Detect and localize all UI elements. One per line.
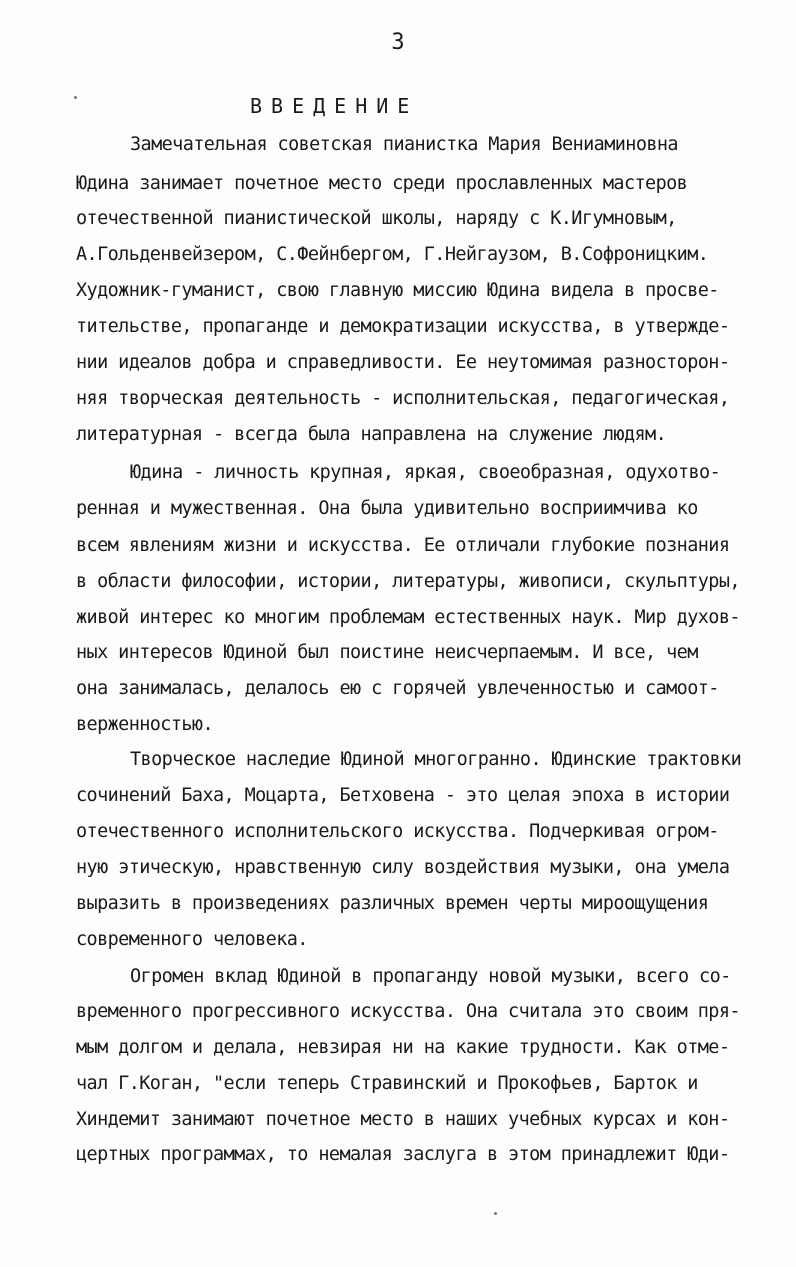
text-line: Юдина занимает почетное место среди прославленных мастеров <box>76 173 688 194</box>
text-line: цертных программах, то немалая заслуга в этом принадлежит Юди- <box>76 1144 730 1165</box>
text-line: Творческое наследие Юдиной многогранно. Юдинские трактовки <box>130 749 742 770</box>
text-line: чал Г.Коган, "если теперь Стравинский и Прокофьев, Барток и <box>76 1073 698 1094</box>
text-line: сочинений Баха, Моцарта, Бетховена - это целая эпоха в истории <box>76 785 730 806</box>
text-line: ных интересов Юдиной был поистине неисчерпаемым. И все, чем <box>76 642 698 663</box>
text-line: выразить в произведениях различных времен черты мироощущения <box>76 893 709 914</box>
text-line: Огромен вклад Юдиной в пропаганду новой музыки, всего со- <box>130 966 731 987</box>
text-line: ную этическую, нравственную силу воздействия музыки, она умела <box>76 857 730 878</box>
text-line: всем явлениям жизни и искусства. Ее отличали глубокие познания <box>76 535 730 556</box>
text-line: верженностью. <box>76 714 213 735</box>
text-line: Хиндемит занимают почетное место в наших учебных курсах и кон- <box>76 1109 730 1130</box>
text-line: отечественного исполнительского искусства. Подчеркивая огром- <box>76 821 719 842</box>
text-line: в области философии, истории, литературы, живописи, скульптуры, <box>76 571 740 592</box>
page-number: 3 <box>391 30 405 55</box>
scan-speck <box>74 96 77 99</box>
text-line: живой интерес ко многим проблемам естественных наук. Мир духов- <box>76 607 740 628</box>
text-line: отечественной пианистической школы, наряду с К.Игумновым, <box>76 208 677 229</box>
text-line: няя творческая деятельность - исполнительская, педагогическая, <box>76 388 730 409</box>
text-line: Юдина - личность крупная, яркая, своеобразная, одухотво- <box>130 462 721 483</box>
text-line: временного прогрессивного искусства. Она считала это своим пря- <box>76 1001 740 1022</box>
text-line: Художник-гуманист, свою главную миссию Юдина видела в просве- <box>76 280 719 301</box>
text-line: современного человека. <box>76 929 308 950</box>
text-line: литературная - всегда была направлена на служение людям. <box>76 424 667 445</box>
text-line: мым долгом и делала, невзирая ни на какие трудности. Как отме- <box>76 1037 730 1058</box>
text-line: она занималась, делалось ею с горячей увлеченностью и самоот- <box>76 678 719 699</box>
text-line: тительстве, пропаганде и демократизации искусства, в утвержде- <box>76 316 730 337</box>
text-line: ренная и мужественная. Она была удивительно восприимчива ко <box>76 498 698 519</box>
text-line: Замечательная советская пианистка Мария Вениаминовна <box>130 134 678 155</box>
scan-speck <box>494 1212 497 1215</box>
section-heading: ВВЕДЕНИЕ <box>250 94 419 118</box>
text-line: А.Гольденвейзером, С.Фейнбергом, Г.Нейгаузом, В.Софроницким. <box>76 244 709 265</box>
text-line: нии идеалов добра и справедливости. Ее неутомимая разносторон- <box>76 352 730 373</box>
